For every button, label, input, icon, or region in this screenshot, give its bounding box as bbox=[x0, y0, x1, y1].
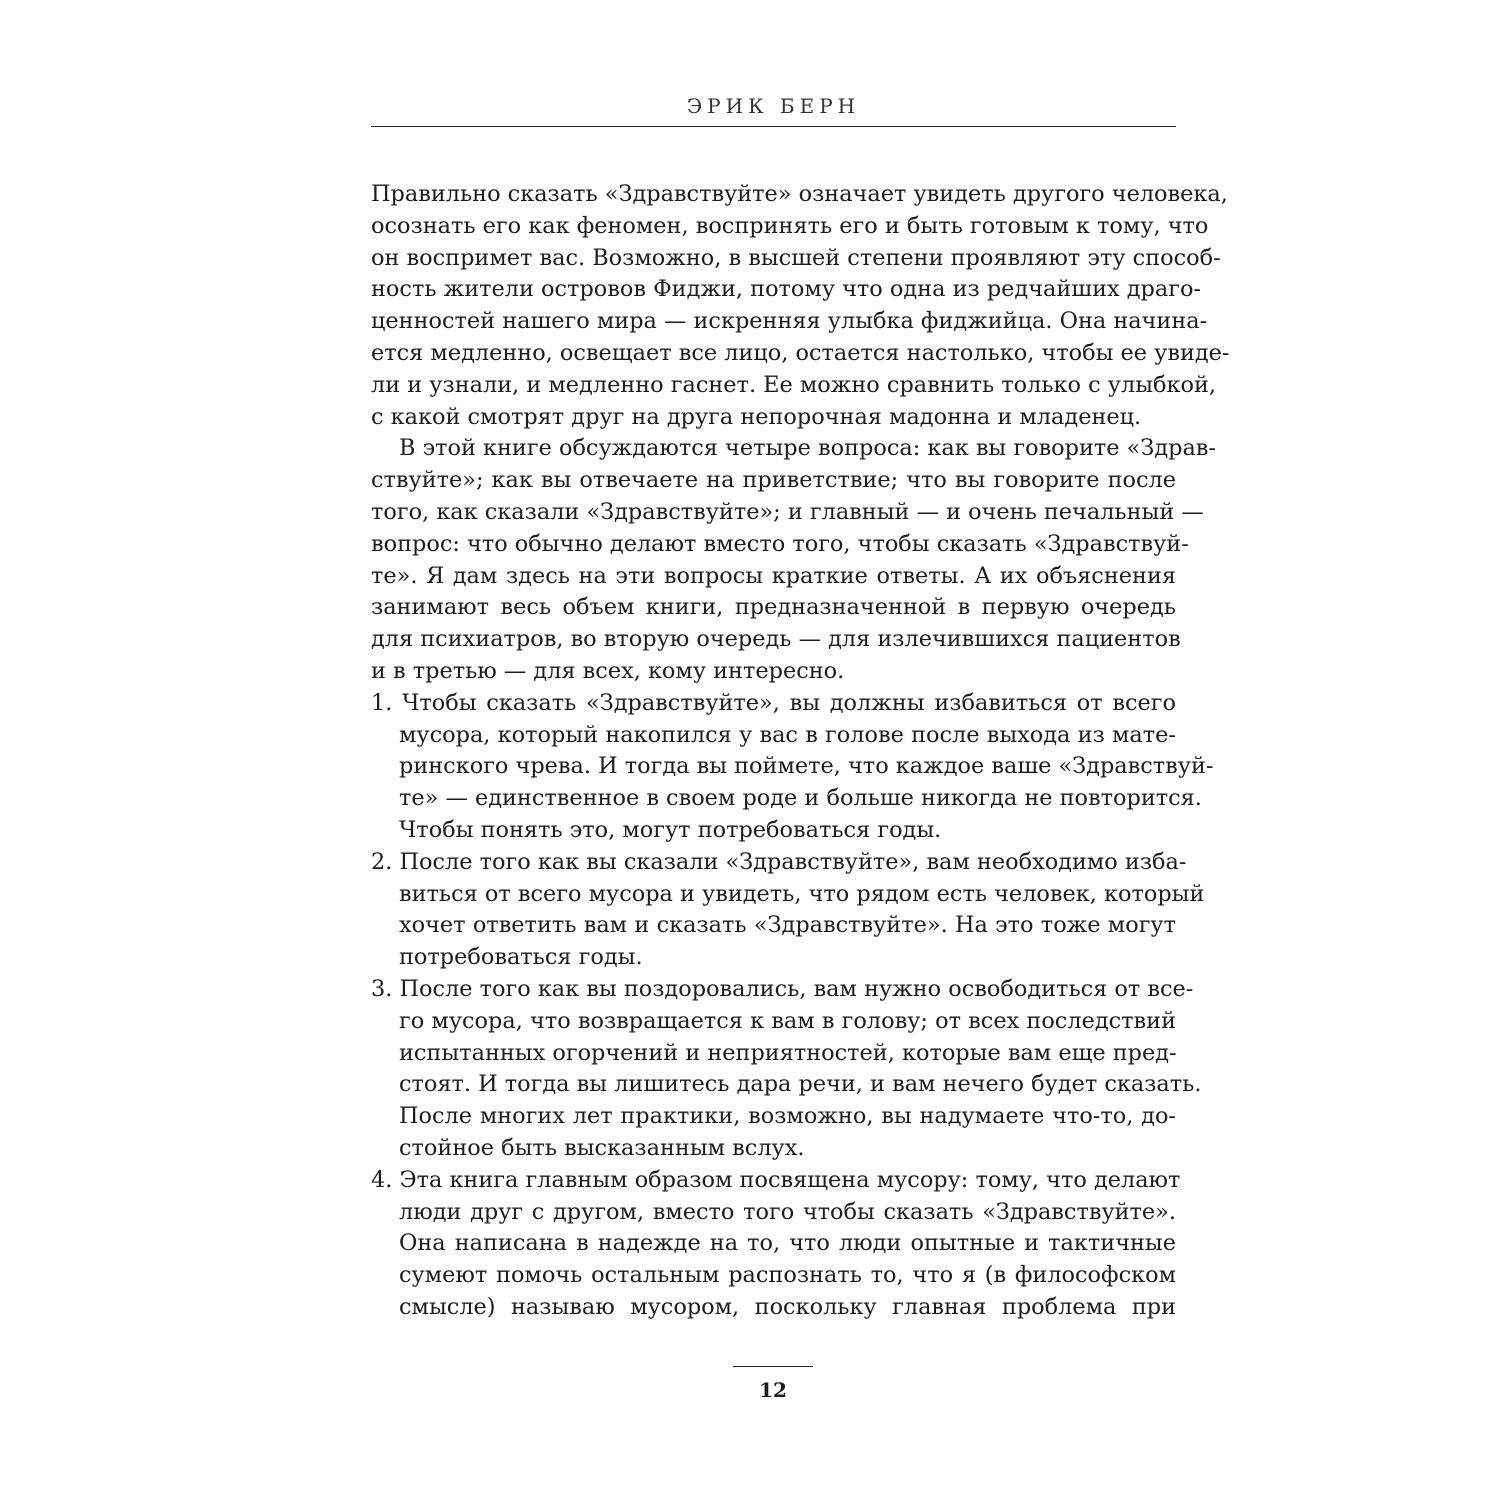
list-item-line: смысле) называю мусором, поскольку главная проблема при bbox=[399, 1293, 1176, 1320]
text-line: ли и узнали, и медленно гаснет. Ее можно сравнить только с улыбкой, bbox=[371, 371, 1217, 398]
text-line: В этой книге обсуждаются четыре вопроса: как вы говорите «Здрав- bbox=[399, 435, 1216, 462]
list-item-line: Чтобы понять это, могут потребоваться годы. bbox=[399, 816, 942, 843]
list-item-line: 4. Эта книга главным образом посвящена мусору: тому, что делают bbox=[371, 1166, 1181, 1193]
list-item-line: испытанных огорчений и неприятностей, которые вам еще пред- bbox=[399, 1039, 1177, 1066]
list-item-line: потребоваться годы. bbox=[399, 944, 643, 971]
list-item-line: го мусора, что возвращается к вам в голову; от всех последствий bbox=[399, 1007, 1176, 1034]
list-item-line: мусора, который накопился у вас в голове после выхода из мате- bbox=[399, 721, 1176, 748]
text-line: те». Я дам здесь на эти вопросы краткие ответы. А их объяснения bbox=[371, 562, 1176, 589]
footer-divider bbox=[733, 1366, 813, 1367]
header-divider bbox=[371, 126, 1176, 127]
text-line: занимают весь объем книги, предназначенной в первую очередь bbox=[371, 594, 1176, 621]
text-line: осознать его как феномен, воспринять его и быть готовым к тому, что bbox=[371, 212, 1209, 239]
text-line: того, как сказали «Здравствуйте»; и главный — и очень печальный — bbox=[371, 498, 1204, 525]
list-item-line: После многих лет практики, возможно, вы надумаете что-то, до- bbox=[399, 1103, 1176, 1130]
text-line: ется медленно, освещает все лицо, остается настолько, чтобы ее увиде- bbox=[371, 339, 1230, 366]
text-line: ствуйте»; как вы отвечаете на приветствие; что вы говорите после bbox=[371, 467, 1176, 494]
list-item-line: виться от всего мусора и увидеть, что рядом есть человек, который bbox=[399, 880, 1205, 907]
page-number: 12 bbox=[759, 1378, 787, 1402]
list-item-line: стоят. И тогда вы лишитесь дара речи, и вам нечего будет сказать. bbox=[399, 1071, 1202, 1098]
list-item-line: ринского чрева. И тогда вы поймете, что каждое ваше «Здравствуй- bbox=[399, 753, 1214, 780]
list-item-line: люди друг с другом, вместо того чтобы сказать «Здравствуйте». bbox=[399, 1198, 1176, 1225]
list-item-line: 2. После того как вы сказали «Здравствуйте», вам необходимо изба- bbox=[371, 848, 1187, 875]
text-line: и в третью — для всех, кому интересно. bbox=[371, 657, 845, 684]
text-line: Правильно сказать «Здравствуйте» означает увидеть другого человека, bbox=[371, 181, 1228, 207]
text-line: вопрос: что обычно делают вместо того, чтобы сказать «Здравствуй- bbox=[371, 530, 1189, 557]
list-item-line: 1. Чтобы сказать «Здравствуйте», вы должны избавиться от всего bbox=[371, 689, 1176, 716]
text-line: ность жители островов Фиджи, потому что одна из редчайших драго- bbox=[371, 276, 1201, 303]
list-item-line: 3. После того как вы поздоровались, вам нужно освободиться от все- bbox=[371, 975, 1194, 1002]
running-header: ЭРИК БЕРН bbox=[686, 94, 861, 118]
text-line: для психиатров, во вторую очередь — для излечившихся пациентов bbox=[371, 626, 1181, 653]
text-line: с какой смотрят друг на друга непорочная мадонна и младенец. bbox=[371, 403, 1142, 430]
list-item-line: стойное быть высказанным вслух. bbox=[399, 1134, 805, 1161]
text-line: ценностей нашего мира — искренняя улыбка фиджийца. Она начина- bbox=[371, 308, 1208, 335]
text-line: он воспримет вас. Возможно, в высшей степени проявляют эту способ- bbox=[371, 244, 1221, 271]
list-item-line: те» — единственное в своем роде и больше никогда не повторится. bbox=[399, 785, 1202, 812]
body-text bbox=[371, 179, 1230, 1324]
list-item-line: хочет ответить вам и сказать «Здравствуйте». На это тоже могут bbox=[399, 912, 1176, 939]
list-item-line: сумеют помочь остальным распознать то, что я (в философском bbox=[399, 1262, 1176, 1289]
list-item-line: Она написана в надежде на то, что люди опытные и тактичные bbox=[399, 1230, 1176, 1257]
